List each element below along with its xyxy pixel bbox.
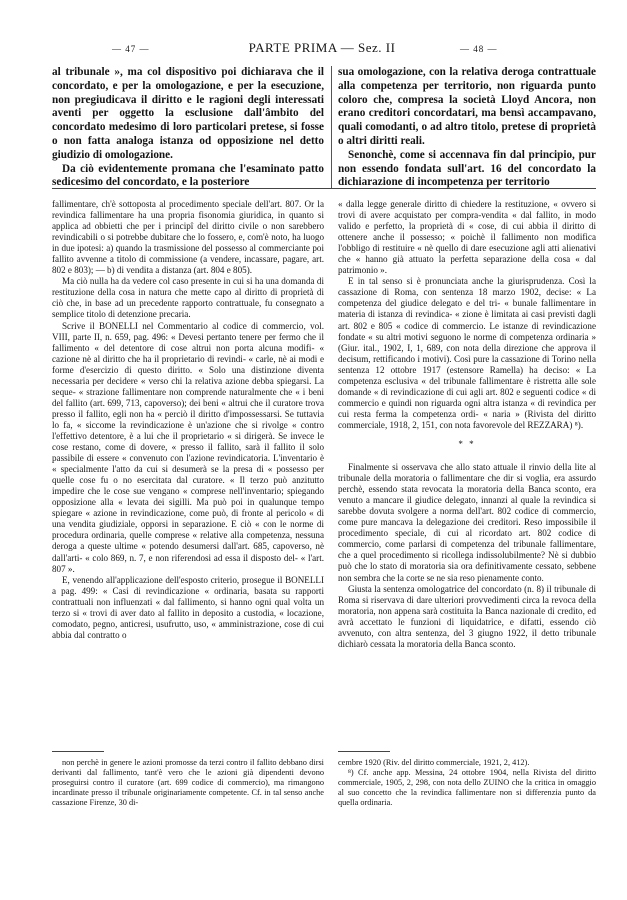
paragraph: E in tal senso si è pronunciata anche la giurisprudenza. Così la cassazione di Roma, con sentenza 18 marzo 1902, decise: « La competenza del giudice delegato e del tri- « bunale fallimentare in materia di istanza di revindica- « zione è limitata ai casi previsti dagli art. 802 e 805 « codice di commercio. Le istanze di revindicazione fondate « su altri motivi seguono le norme di competenza ordinaria » (Giur. ital., 1902, I, 1, 689, con nota della direzione che approva il decisum, rettificando i motivi). Così pure la cassazione di Torino nella sentenza 12 ottobre 1917 (estensore Ramella) ha deciso: « La competenza esclusiva « del tribunale fallimentare è ristretta alle sole domande « di revindicazione di cui agli art. 802 e seguenti codice « di commercio e quindi non riguarda ogni altra istanza « di revindica per cui resta ferma la competenza ordi- « naria » (Rivista del diritto commerciale, 1918, 2, 151, con nota favorevole del REZZARA) ⁸). <box>338 276 596 430</box>
paragraph: Ma ciò nulla ha da vedere col caso presente in cui si ha una domanda di restituzione della cosa in natura che mette capo al diritto di proprietà di ciò che, in base ad un precedente rapporto contrattuale, fu consegnato a semplice titolo di detenzione precaria. <box>52 276 324 320</box>
section-separator: * * <box>458 438 476 449</box>
section-rule <box>52 188 596 189</box>
page-number-left: — 47 — <box>112 44 150 54</box>
paragraph: Senonchè, come si accennava fin dal principio, pur non essendo fondata sull'art. 16 del concordato la dichiarazione di incompetenza per territorio <box>338 148 596 188</box>
footnote-text: non perchè in genere le azioni promosse da terzi contro il fallito debbano dirsi derivanti dal fallimento, tant'è vero che le azioni già dipendenti devono proseguirsi contro il curatore (art. 699 codice di commercio), ma rimangono incardinate presso il tribunale originariamente competente. Cf. in tal senso anche cassazione Firenze, 30 di- <box>52 758 324 808</box>
page-header <box>52 40 592 58</box>
paragraph: sua omologazione, con la relativa deroga contrattuale alla competenza per territorio, non riguarda punto coloro che, compresa la società Lloyd Ancora, non erano creditori concordatari, ma bensì accampavano, quali comodanti, o ad altro titolo, pretese di proprietà o altri diritti reali. <box>338 66 596 147</box>
paragraph: Da ciò evidentemente promana che l'esaminato patto sedicesimo del concordato, e la posteriore <box>52 162 324 188</box>
body-left-column <box>52 199 324 741</box>
running-title: PARTE PRIMA — Sez. II <box>248 40 396 55</box>
footnote-right <box>338 758 596 870</box>
quotation-paragraph: Scrive il BONELLI nel Commentario al codice di commercio, vol. VIII, parte II, n. 659, pag. 496: « Devesi pertanto tenere per fermo che il fallimento « del detentore di cose altrui non porta alcuna modifi- « cazione nè al diritto che ha il proprietario di revindi- « carle, nè ai modi e forme d'esercizio di questo diritto. « Solo una distinzione diventa necessaria per decidere « verso chi la relativa azione debba spiegarsi. La seque- « strazione fallimentare non comprende naturalmente che « i beni del fallito (art. 699, 713, capoverso); dei beni « altrui che il curatore trova presso il fallito, egli non ha « perciò il diritto d'impossessarsi. Se tuttavia lo fa, « siccome la revindicazione è un'azione che si rivolge « contro l'effettivo detentore, è a lui che il proprietario « si dirigerà. Se invece le cose restano, come di dovere, « presso il fallito, sarà il fallito il solo passibile di essere « convenuto con l'azione revindicatoria. L'inventario è « specialmente l'atto da cui si desumerà se la presa di « possesso per quelle cose fu o no esercitata dal curatore. « Il terzo può anzitutto impedire che le cose sue vengano « comprese nell'inventario; spiegando opposizione alla « levata dei sigilli. Ma può poi in qualunque tempo spiegare « azione in revindicazione, come può, di fronte al pericolo « di una vendita giudiziale, opporsi in separazione. E ciò « con le norme di procedura ordinaria, quelle comprese « relative alla competenza, nessuna deroga a queste ultime « potendo desumersi dall'art. 685, capoverso, nè dall'arti- « colo 869, n. 7, e non riferendosi ad essa il disposto del- « l'art. 807 ». <box>52 320 324 574</box>
paragraph: al tribunale », ma col dispositivo poi dichiarava che il concordato, e per la omologazione, e per la esecuzione, non pregiudicava il diritto e le ragioni degli interessati aventi per oggetto la esclusione dall'âmbito del concordato medesimo di loro particolari pretese, si fosse o non fatta analoga istanza od opposizione nel detto giudizio di omologazione. <box>52 66 324 161</box>
footnote-text: ⁸) Cf. anche app. Messina, 24 ottobre 1904, nella Rivista del diritto commerciale, 1905, 2, 298, con nota dello ZUINO che la critica in omaggio al suo concetto che la revindica fallimentare non si differenzia punto da quella ordinaria. <box>338 768 596 808</box>
page-number-right: — 48 — <box>460 44 498 54</box>
footnote-rule-right <box>338 751 390 752</box>
column-divider <box>331 66 332 188</box>
top-right-column <box>338 66 596 188</box>
body-right-column <box>338 199 596 741</box>
footnote-rule-left <box>52 751 104 752</box>
footnote-text: cembre 1920 (Riv. del diritto commerciale, 1921, 2, 412). <box>338 758 530 767</box>
paragraph: Giusta la sentenza omologatrice del concordato (n. 8) il tribunale di Roma si riservava di dare ulteriori provvedimenti circa la revoca della moratoria, non appena sarà costituita la Banca nazionale di credito, ed avrà accettato le funzioni di liquidatrice, e difatti, essendo ciò avvenuto, con altra sentenza, del 3 giugno 1922, il detto tribunale dichiarò cessata la moratoria della Banca sconto. <box>338 583 596 649</box>
top-left-column <box>52 66 324 188</box>
paragraph: E, venendo all'applicazione dell'esposto criterio, prosegue il BONELLI a pag. 499: « Casi di revindicazione « ordinaria, basata su rapporti contrattuali non influenzati « dal fallimento, si hanno ogni qual volta un terzo si « trovi di aver dato al fallito in deposito a custodia, « locazione, comodato, pegno, anticresi, usufrutto, uso, « amministrazione, cose di cui abbia dal contratto o <box>52 574 324 640</box>
paragraph: fallimentare, ch'è sottoposta al procedimento speciale dell'art. 807. Or la revindica fallimentare ha una propria fisonomia giuridica, in quanto si applica ad obbietti che per i principî del diritto civile o non sarebbero revindicabili o si potrebbe dubitare che lo fossero, e, com'è noto, ha luogo in due ipotesi: a) quando la trasmissione del possesso al commerciante poi fallito avvenne a titolo di commissione (a vendere, incassare, pagare, art. 802 e 803); — b) di vendita a distanza (art. 804 e 805). <box>52 199 324 276</box>
paragraph: Finalmente si osservava che allo stato attuale il rinvio della lite al tribunale della moratoria o fallimentare che dir si voglia, era assurdo perchè, essendo stata revocata la moratoria della Banca sconto, era venuto a mancare il giudice delegato, innanzi al quale la revindica si sarebbe dovuta svolgere a norma dell'art. 802 codice di commercio, come pure mancava la delegazione dei creditori. Reso impossibile il procedimento speciale, di cui al ricordato art. 802 codice di commercio, come parlarsi di competenza del tribunale fallimentare, che a quel procedimento si ricollega indissolubilmente? Nè si dubbio può che lo stato di moratoria sia ora definitivamente cessato, sebbene non sembra che la corte se ne sia reso pienamente conto. <box>338 462 596 583</box>
quotation-paragraph: « dalla legge generale diritto di chiedere la restituzione, « ovvero si trovi di avere acquistato per compra-vendita « dal fallito, in modo valido e perfetto, la proprietà di « cose, di cui abbia il diritto di ottenere anche il possesso; « poichè il fallimento non modifica l'obbligo di restituire « nè quello di dare esecuzione agli atti alienativi che « hanno già attuato la perfetta separazione della cosa « dal patrimonio ». <box>338 199 596 276</box>
footnote-left <box>52 758 324 870</box>
